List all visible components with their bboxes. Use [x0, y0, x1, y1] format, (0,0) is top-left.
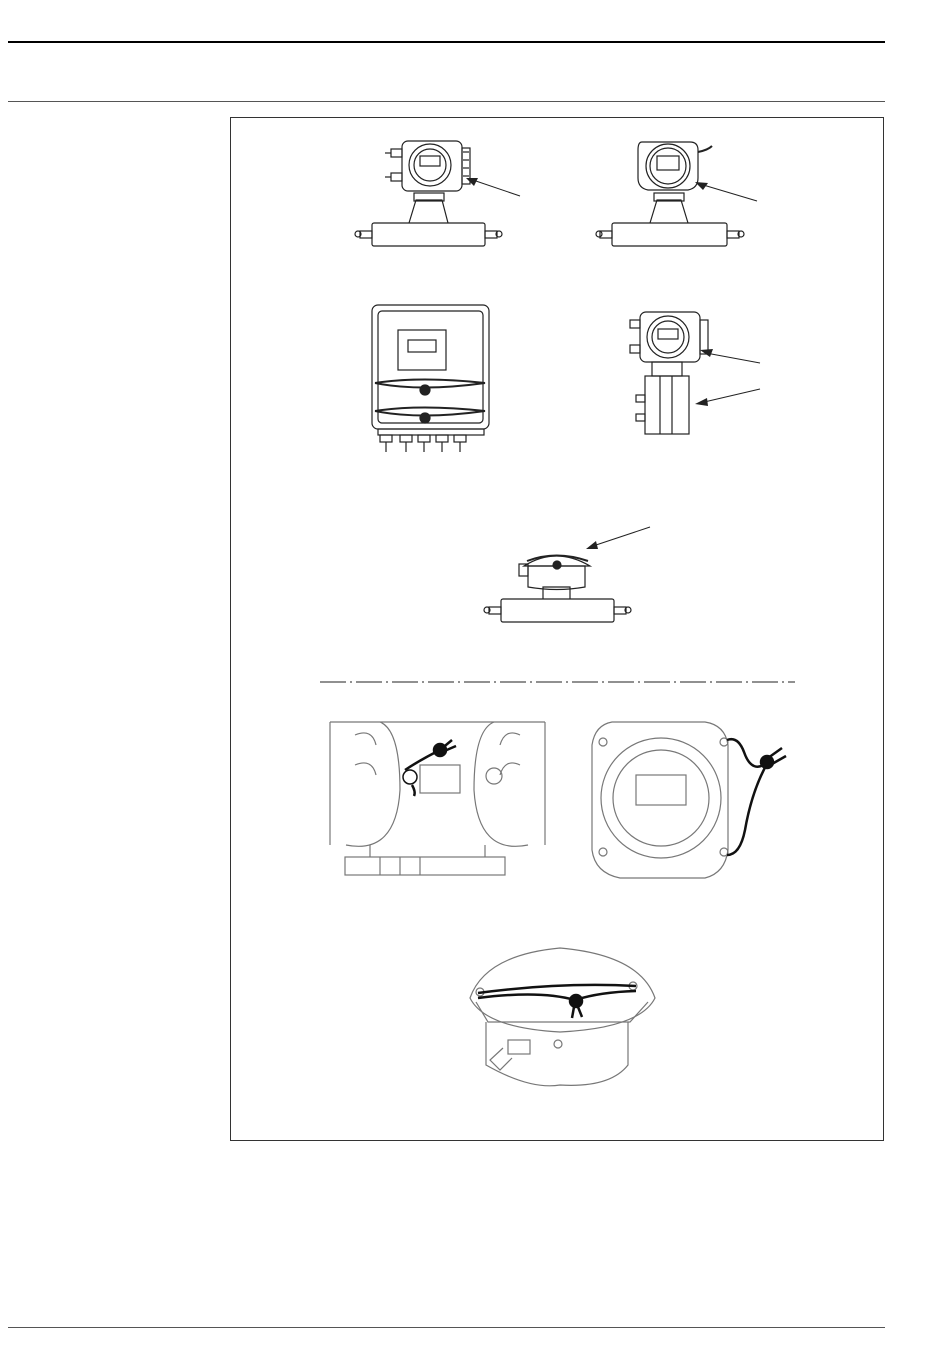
seal-wire-aluminium — [403, 740, 456, 796]
transmitter-compact-aluminium — [355, 141, 520, 246]
sensor-connection-housing — [484, 527, 650, 622]
seal-wire-connection-housing — [478, 985, 636, 1018]
detail-seal-wire-connection-housing — [470, 948, 655, 1086]
detail-seal-wire-stainless — [592, 722, 728, 878]
wall-mount-housing — [372, 305, 489, 452]
transmitter-compact-stainless — [596, 142, 757, 246]
seal-wire-stainless — [727, 739, 786, 855]
remote-transmitter-with-bracket — [630, 312, 760, 434]
